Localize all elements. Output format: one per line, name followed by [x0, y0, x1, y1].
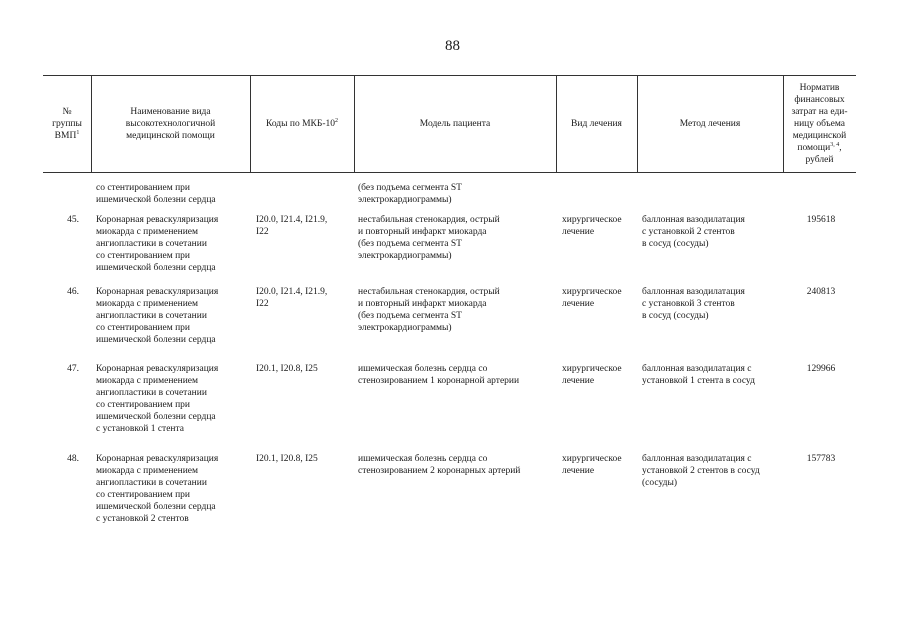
header-care-name: Наименование вида высокотехнологичной медицинской помощи	[125, 106, 216, 141]
header-treatment-type: Вид лечения	[571, 118, 622, 129]
continuation-model: (без подъема сегмента ST электрокардиограммы)	[358, 183, 462, 205]
row-icd-codes: I20.0, I21.4, I21.9, I22	[256, 287, 328, 309]
row-patient-model: ишемическая болезнь сердца со стенозированием 2 коронарных артерий	[358, 454, 521, 476]
row-care-name: Коронарная реваскуляризация миокарда с применением ангиопластики в сочетании со стентированием при ишемической болезни сердца	[96, 215, 219, 273]
row-number: 48.	[67, 454, 79, 464]
row-number: 45.	[67, 215, 79, 225]
row-icd-codes: I20.1, I20.8, I25	[256, 454, 318, 464]
row-treatment-method: баллонная вазодилатация с установкой 2 стентов в сосуд (сосуды)	[642, 454, 760, 488]
row-financial-norm: 157783	[806, 454, 836, 464]
row-treatment-method: баллонная вазодилатация с установкой 3 стентов в сосуд (сосуды)	[642, 287, 745, 321]
row-care-name: Коронарная реваскуляризация миокарда с применением ангиопластики в сочетании со стентированием при ишемической болезни сердца с установкой 2 стентов	[96, 454, 219, 524]
row-icd-codes: I20.0, I21.4, I21.9, I22	[256, 215, 328, 237]
row-patient-model: нестабильная стенокардия, острый и повторный инфаркт миокарда (без подъема сегмента ST электрокардиограммы)	[358, 287, 500, 333]
header-icd-codes: Коды по МКБ-$10^2$	[265, 117, 339, 129]
row-icd-codes: I20.1, I20.8, I25	[256, 364, 318, 374]
header-financial-norm: Норматив финансовых затрат на еди-ницу объема медицинской помощи$^{3, 4}$, рублей	[791, 82, 848, 165]
header-group-number: № группы ВМП$^1$	[52, 106, 82, 141]
continuation-name: со стентированием при ишемической болезни сердца	[96, 183, 216, 205]
row-number: 46.	[67, 287, 79, 297]
row-care-name: Коронарная реваскуляризация миокарда с применением ангиопластики в сочетании со стентированием при ишемической болезни сердца	[96, 287, 219, 345]
header-patient-model: Модель пациента	[419, 118, 491, 129]
header-treatment-method: Метод лечения	[679, 118, 741, 129]
row-care-name: Коронарная реваскуляризация миокарда с применением ангиопластики в сочетании со стентированием при ишемической болезни сердца с установкой 1 стента	[96, 364, 219, 434]
row-treatment-type: хирургическое лечение	[562, 215, 622, 237]
row-treatment-type: хирургическое лечение	[562, 454, 622, 476]
row-treatment-type: хирургическое лечение	[562, 364, 622, 386]
row-financial-norm: 195618	[806, 215, 836, 225]
row-financial-norm: 129966	[806, 364, 836, 374]
row-patient-model: нестабильная стенокардия, острый и повторный инфаркт миокарда (без подъема сегмента ST электрокардиограммы)	[358, 215, 500, 261]
table-header-bottom-rule	[43, 172, 856, 173]
page-number: 88	[445, 38, 460, 54]
row-treatment-method: баллонная вазодилатация с установкой 1 стента в сосуд	[642, 364, 755, 386]
row-patient-model: ишемическая болезнь сердца со стенозированием 1 коронарной артерии	[358, 364, 520, 386]
row-number: 47.	[67, 364, 79, 374]
row-treatment-type: хирургическое лечение	[562, 287, 622, 309]
row-treatment-method: баллонная вазодилатация с установкой 2 стентов в сосуд (сосуды)	[642, 215, 745, 249]
row-financial-norm: 240813	[806, 287, 836, 297]
